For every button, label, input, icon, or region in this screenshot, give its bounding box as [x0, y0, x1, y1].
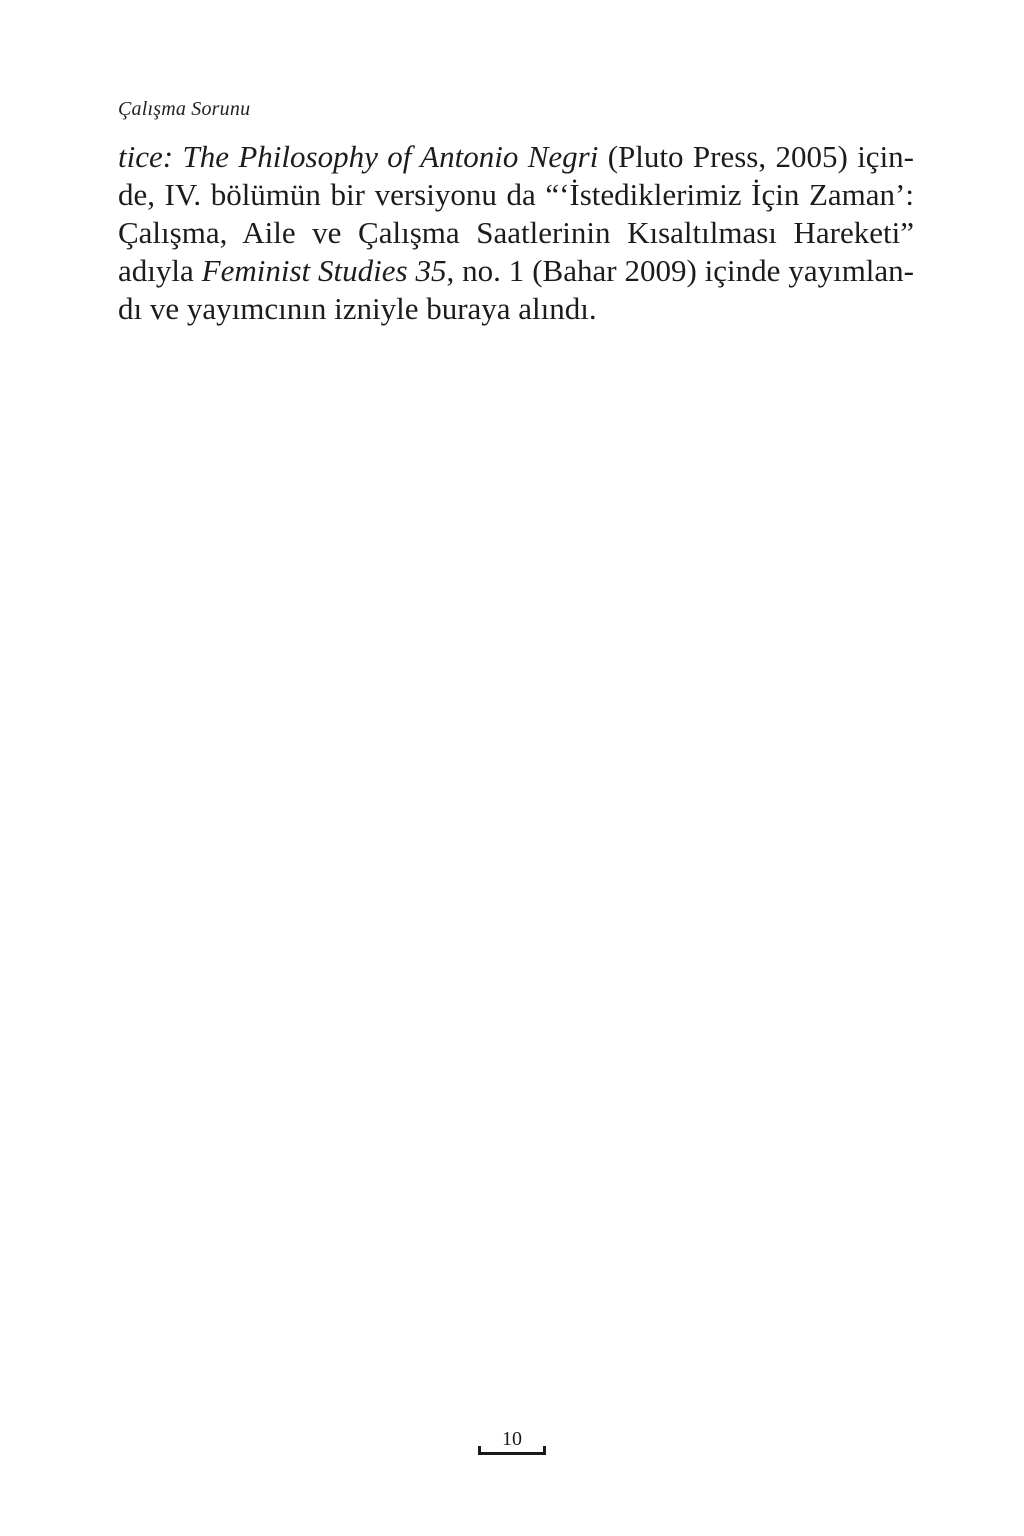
text-segment: , no. 1 (Bahar 2009) içinde yayımlan-: [446, 253, 914, 288]
rule-tick-left: [478, 1446, 481, 1455]
journal-title-italic: Feminist Studies 35: [201, 253, 447, 288]
page-number-ornament: [478, 1427, 546, 1451]
text-segment: (Pluto Press, 2005) için-: [598, 139, 914, 174]
text-segment: adıyla: [118, 253, 202, 288]
text-line-1: [118, 138, 914, 176]
text-line-3: Çalışma, Aile ve Çalışma Saatlerinin Kısaltılması Hareketi”: [118, 215, 914, 250]
body-paragraph: [118, 138, 914, 328]
page-number: 10: [502, 1428, 522, 1450]
page-number-rule: [478, 1452, 546, 1455]
running-header: Çalışma Sorunu: [118, 98, 251, 120]
page-footer: [0, 1427, 1024, 1451]
book-title-italic: tice: The Philosophy of Antonio Negri: [118, 139, 599, 174]
text-line-4: [118, 252, 914, 290]
text-line-2: de, IV. bölümün bir versiyonu da “‘İstediklerimiz İçin Zaman’:: [118, 177, 914, 212]
text-line-5: dı ve yayımcının izniyle buraya alındı.: [118, 291, 597, 326]
rule-tick-right: [543, 1446, 546, 1455]
